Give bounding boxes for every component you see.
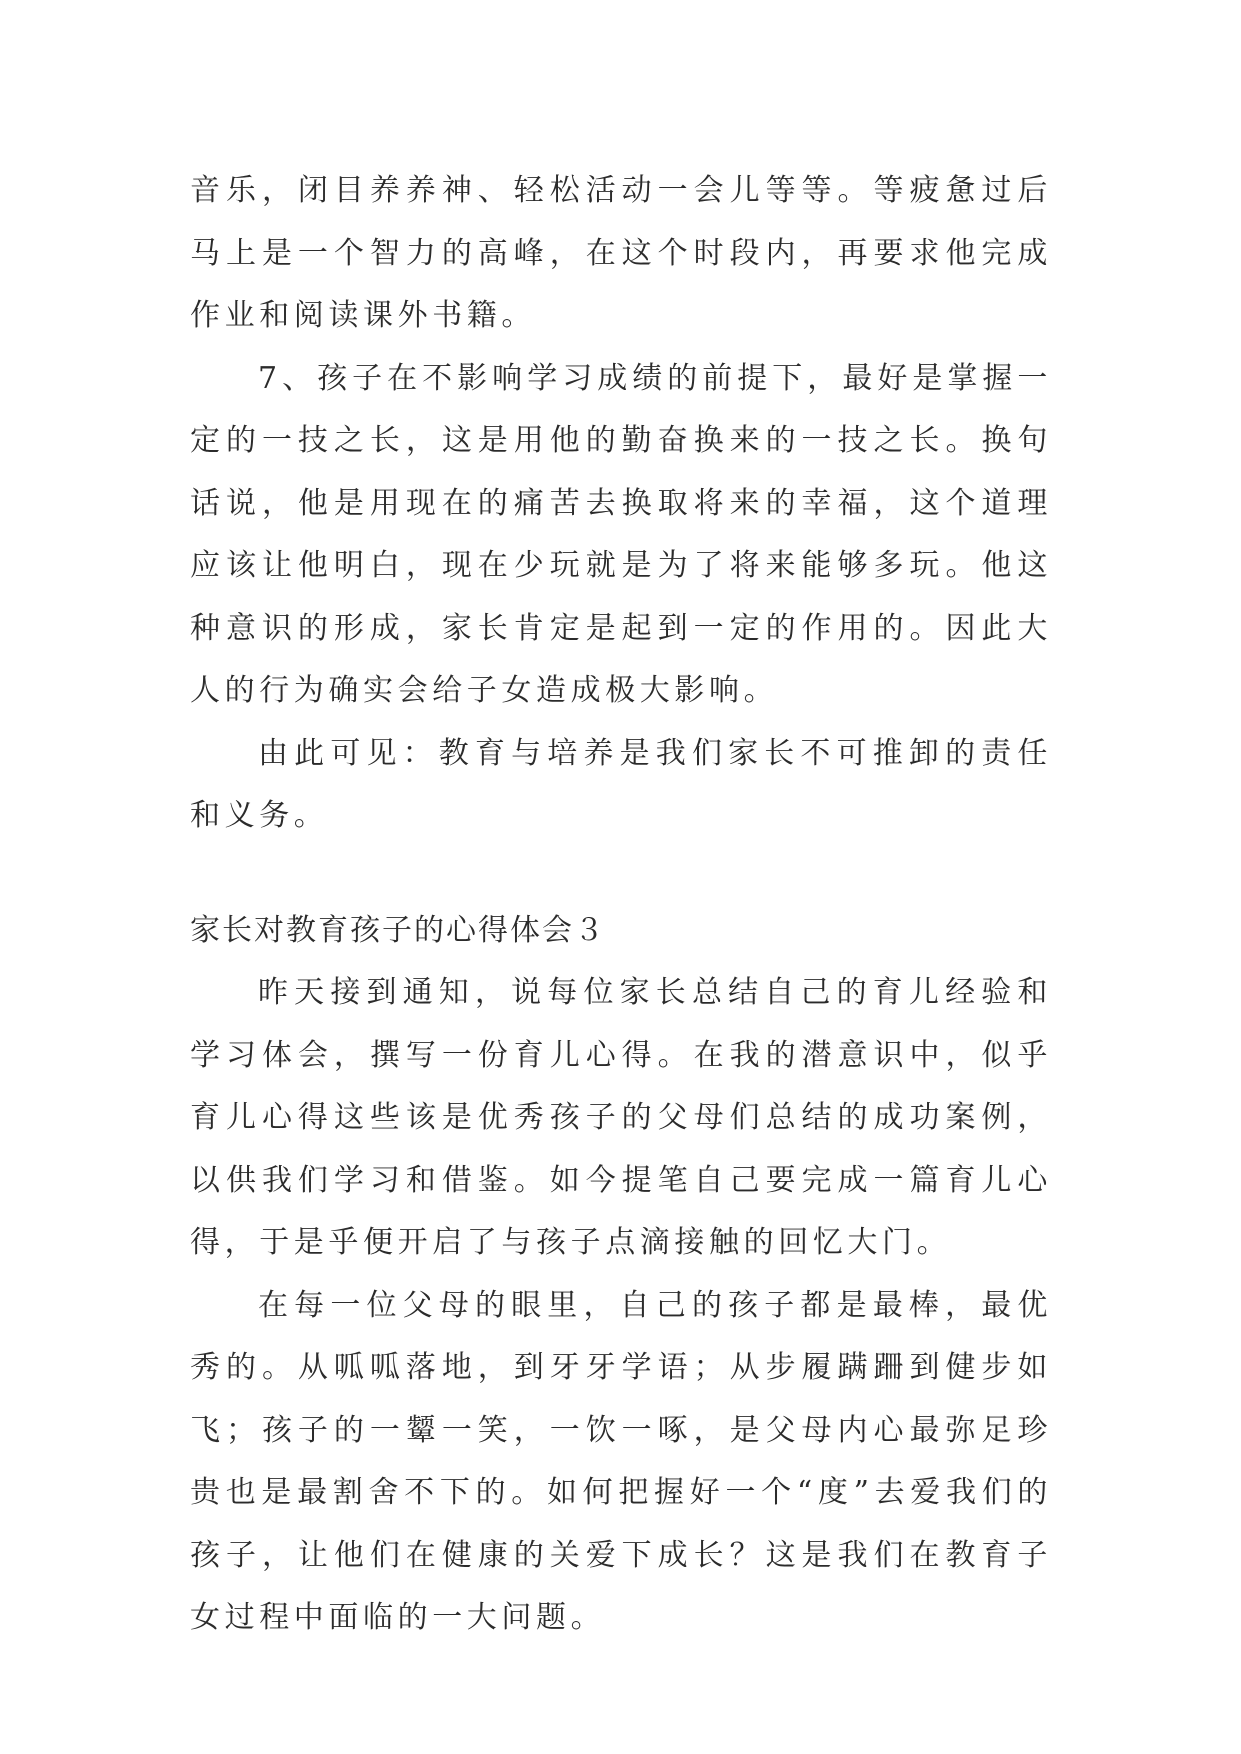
paragraph-item-7: 7、孩子在不影响学习成绩的前提下，最好是掌握一定的一技之长，这是用他的勤奋换来的一技之长。换句话说，他是用现在的痛苦去换取将来的幸福，这个道理应该让他明白，现在少玩就是为了将来能够多玩。他这种意识的形成，家长肯定是起到一定的作用的。因此大人的行为确实会给子女造成极大影响。 (190, 360, 1052, 708)
paragraph-intro: 昨天接到通知，说每位家长总结自己的育儿经验和学习体会，撰写一份育儿心得。在我的潜意识中，似乎育儿心得这些该是优秀孩子的父母们总结的成功案例，以供我们学习和借鉴。如今提笔自己要完成一篇育儿心得，于是乎便开启了与孩子点滴接触的回忆大门。 (190, 975, 1052, 1260)
paragraph-conclusion: 由此可见：教育与培养是我们家长不可推卸的责任和义务。 (190, 735, 1052, 833)
paragraph-continuation: 音乐，闭目养养神、轻松活动一会儿等等。等疲惫过后马上是一个智力的高峰，在这个时段内，再要求他完成作业和阅读课外书籍。 (190, 173, 1052, 333)
paragraph-body: 在每一位父母的眼里，自己的孩子都是最棒，最优秀的。从呱呱落地，到牙牙学语；从步履蹒跚到健步如飞；孩子的一颦一笑，一饮一啄，是父母内心最弥足珍贵也是最割舍不下的。如何把握好一个“度”去爱我们的孩子，让他们在健康的关爱下成长？这是我们在教育子女过程中面临的一大问题。 (190, 1287, 1052, 1635)
document-body (190, 160, 1052, 1650)
section-heading: 家长对教育孩子的心得体会３ (190, 912, 606, 948)
